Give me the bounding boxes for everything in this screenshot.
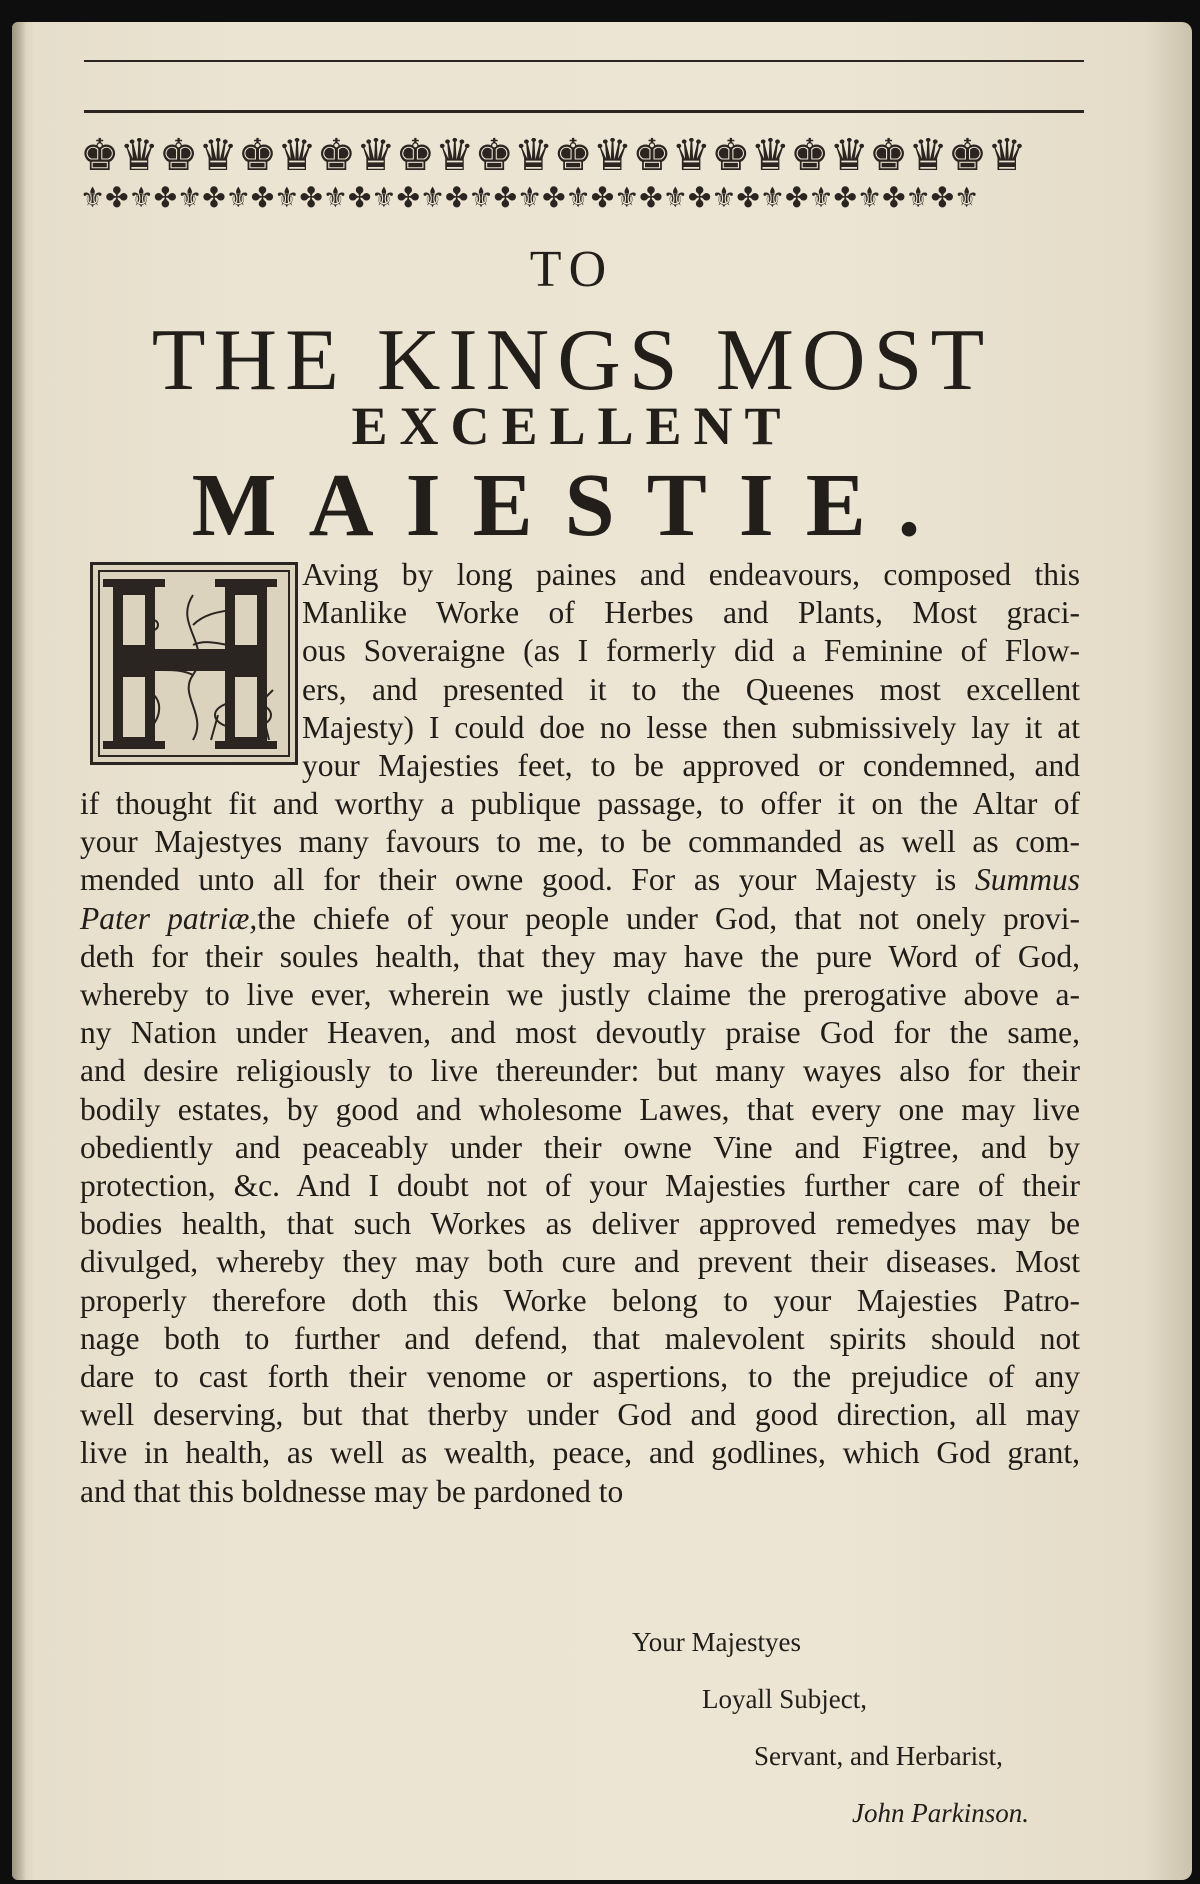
- signature-your-majestyes: Your Majestyes: [632, 1627, 802, 1657]
- text-line: dare to cast forth their venome or aspertions, to the prejudice of any: [80, 1359, 1080, 1395]
- text-line: ny Nation under Heaven, and most devoutly praise God for the same,: [80, 1015, 1080, 1051]
- text-line-last: and that this boldnesse may be pardoned to: [80, 1473, 624, 1509]
- title-to: TO: [529, 241, 615, 298]
- latin-phrase: Summus: [974, 862, 1080, 898]
- text-line: your Majesties feet, to be approved or condemned, and: [302, 748, 1080, 784]
- decorated-initial-h-icon: [93, 565, 295, 762]
- title-maiestie: MAIESTIE.: [191, 456, 953, 555]
- text-line: ers, and presented it to the Queenes most excellent: [302, 671, 1080, 707]
- decorated-initial-h: [90, 562, 298, 765]
- text-line: bodies health, that such Workes as deliver approved remedyes may be: [80, 1206, 1080, 1242]
- second-rule: [84, 110, 1084, 113]
- text-line: nage both to further and defend, that malevolent spirits should not: [80, 1320, 1080, 1356]
- signature-loyall-subject: Loyall Subject,: [702, 1684, 867, 1714]
- signature-name: John Parkinson.: [852, 1798, 1029, 1828]
- text-line: properly therefore doth this Worke belong to your Majesties Patro-: [80, 1282, 1080, 1318]
- text-line: your Majestyes many favours to me, to be commanded as well as com-: [80, 824, 1080, 860]
- text-line: Manlike Worke of Herbes and Plants, Most graci-: [302, 595, 1080, 631]
- text-line: deth for their soules health, that they may have the pure Word of God,: [80, 938, 1080, 974]
- signature-servant: Servant, and Herbarist,: [754, 1741, 1003, 1771]
- text-line: divulged, whereby they may both cure and prevent their diseases. Most: [80, 1244, 1080, 1280]
- latin-phrase: Pater patriæ,: [80, 900, 258, 936]
- text-line: obediently and peaceably under their owne Vine and Figtree, and by: [80, 1129, 1080, 1165]
- dedication-body: [80, 785, 1080, 1511]
- text-line-with-latin: [80, 861, 1080, 899]
- first-paragraph-opening: [302, 556, 1080, 785]
- text-line: bodily estates, by good and wholesome Lawes, that every one may live: [80, 1091, 1080, 1127]
- text-line: ous Soveraigne (as I formerly did a Feminine of Flow-: [302, 633, 1080, 669]
- binding-shadow: [12, 22, 26, 1880]
- text-line: protection, &c. And I doubt not of your Majesties further care of their: [80, 1168, 1080, 1204]
- text-line: and desire religiously to live thereunder: but many wayes also for their: [80, 1053, 1080, 1089]
- title-excellent: EXCELLENT: [351, 396, 793, 456]
- text-line: well deserving, but that therby under God and good direction, all may: [80, 1397, 1080, 1433]
- text-line: live in health, as well as wealth, peace, and godlines, which God grant,: [80, 1435, 1080, 1471]
- top-rule: [84, 60, 1084, 62]
- text-segment: mended unto all for their owne good. For as your Majesty is: [80, 862, 975, 898]
- text-line: if thought fit and worthy a publique passage, to offer it on the Altar of: [80, 786, 1080, 821]
- text-line: whereby to live ever, wherein we justly claime the prerogative above a-: [80, 977, 1080, 1013]
- text-segment: the chiefe of your people under God, that not onely provi-: [257, 900, 1080, 936]
- text-line: Majesty) I could doe no lesse then submissively lay it at: [302, 709, 1080, 745]
- ornament-row-bottom: ⚜✤⚜✤⚜✤⚜✤⚜✤⚜✤⚜✤⚜✤⚜✤⚜✤⚜✤⚜✤⚜✤⚜✤⚜✤⚜✤⚜✤⚜✤⚜: [80, 181, 980, 214]
- text-line-with-latin: [80, 900, 1080, 938]
- text-line: Aving by long paines and endeavours, composed this: [302, 557, 1080, 592]
- book-page: [12, 22, 1192, 1880]
- ornament-band: [80, 130, 1080, 214]
- ornament-row-top: ♚♛♚♛♚♛♚♛♚♛♚♛♚♛♚♛♚♛♚♛♚♛♚♛: [80, 130, 1027, 181]
- title-kings-most: THE KINGS MOST: [151, 312, 993, 409]
